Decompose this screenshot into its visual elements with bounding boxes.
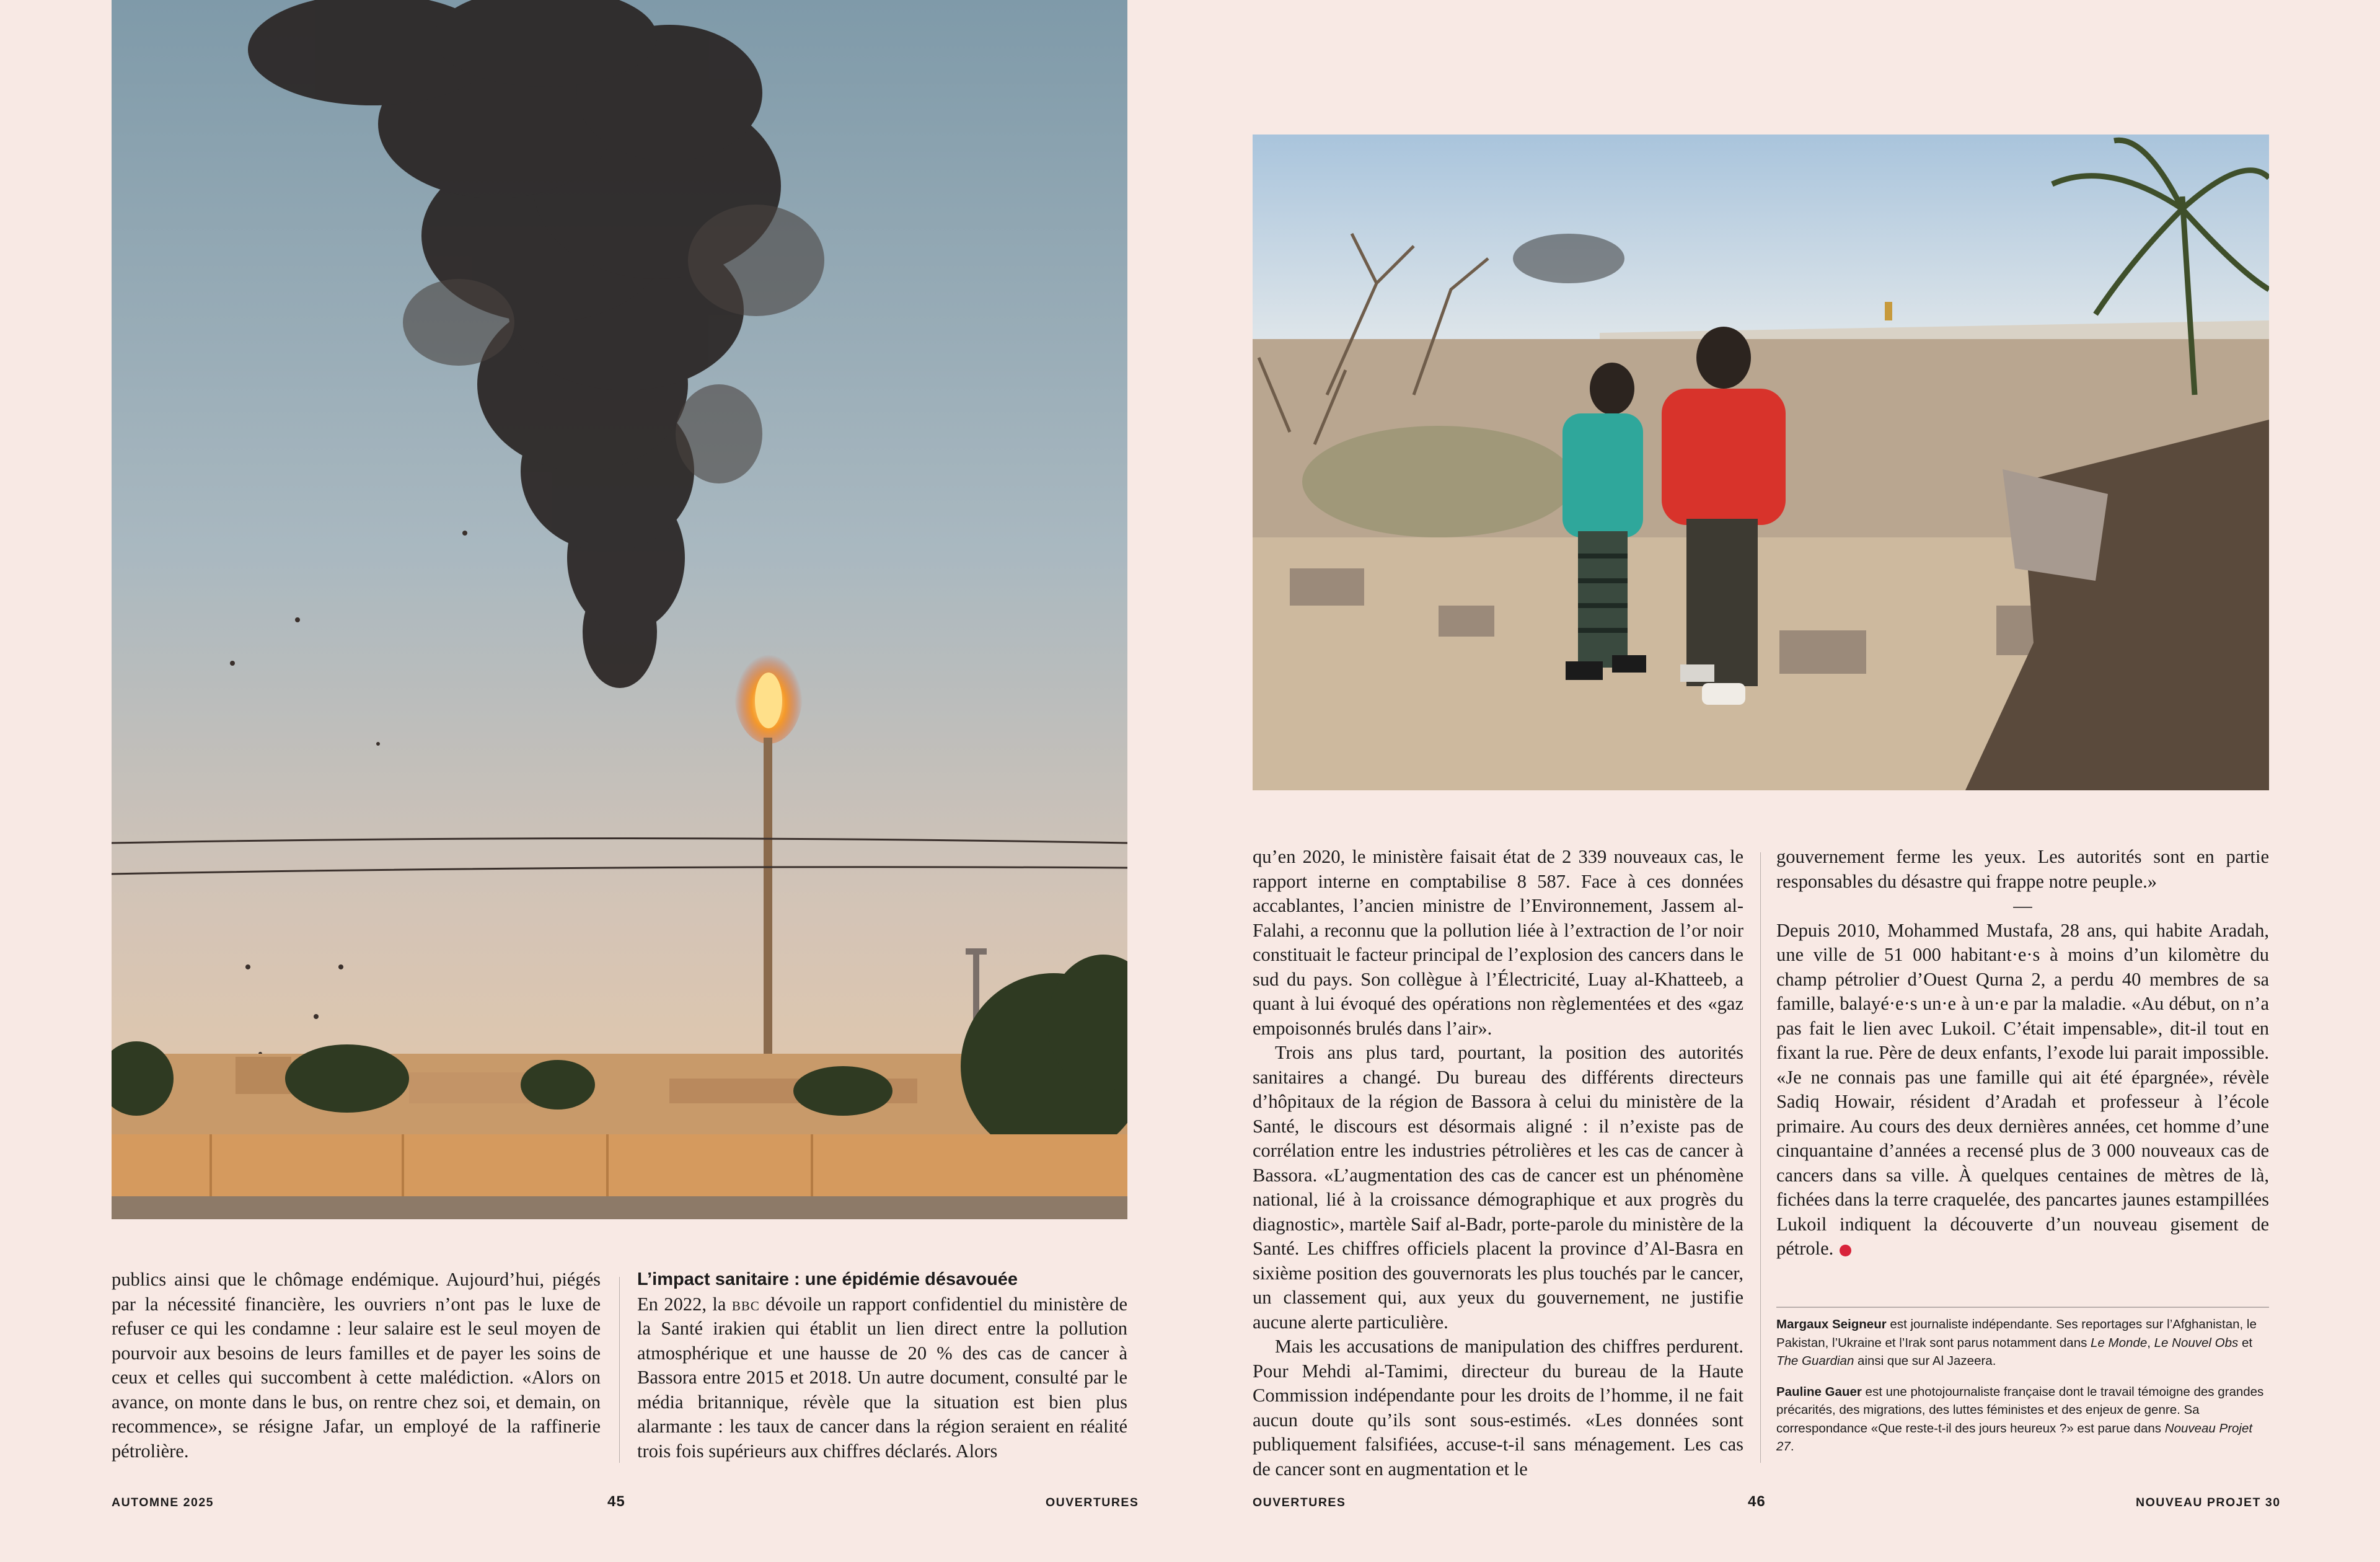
column-4-paragraph-2: Depuis 2010, Mohammed Mustafa, 28 ans, qui habite Aradah, une ville de 51 000 habitant·e·s à moins d’un kilomètre du champ pétrolier d’Ouest Qurna 2, a perdu 40 membres de sa famille, balayé·e·s un·e à un·e par la maladie. «Au début, on n’a pas fait le lien avec Lukoil. C’était impensable», dit-il tout en fixant la rue. Père de deux enfants, l’exode lui parait impossible. «Je ne connais pas une famille qui ait été épargnée», révèle Sadiq Howair, résident d’Aradah et professeur à l’école primaire. Au cours des deux dernières années, cet homme d’une cinquantaine d’années a recensé plus de 3 000 nouveaux cas de cancers dans sa ville. À quelques centaines de mètres de là, fichées dans la terre craquelée, des pancartes jaunes estampillées Lukoil indiquent la découverte d’un nouveau gisement de pétrole.: [1776, 919, 2269, 1259]
footer-left-issue: AUTOMNE 2025: [112, 1496, 214, 1509]
bio-author: Margaux Seigneur est journaliste indépendante. Ses reportages sur l’Afghanistan, le Pakistan, l’Ukraine et l’Irak sont parus notamment dans Le Monde, Le Nouvel Obs et The Guardian ainsi que sur Al Jazeera.: [1776, 1317, 2257, 1368]
column-divider: [1760, 852, 1761, 1463]
column-1-paragraph: publics ainsi que le chômage endémique. Aujourd’hui, piégés par la nécessité financière, les ouvriers n’ont pas le luxe de refuser ce qui les condamne : leur salaire est le seul moyen de pourvoir aux besoins de leurs familles et de payer les soins de ceux et celles qui succombent à cette malédiction. «Alors on avance, on monte dans le bus, on rentre chez soi, et demain, on recommence», se résigne Jafar, un employé de la raffinerie pétrolière.: [112, 1269, 601, 1462]
article-column-2: [637, 1268, 1127, 1463]
footer-right-magazine: NOUVEAU PROJET 30: [2136, 1496, 2281, 1509]
article-column-3: [1253, 845, 1743, 1481]
page-number-right: 46: [1748, 1493, 1766, 1510]
footer-left-section: OUVERTURES: [1046, 1496, 1139, 1509]
section-heading: L’impact sanitaire : une épidémie désavouée: [637, 1269, 1018, 1289]
column-3-paragraph-3: Mais les accusations de manipulation des chiffres perdurent. Pour Mehdi al-Tamimi, directeur du bureau de la Haute Commission indépendante pour les droits de l’homme, il ne fait aucun doute qu’ils sont sous-estimés. «Les données sont publiquement falsifiées, accuse-t-il sans ménagement. Les cas de cancer sont en augmentation et le: [1253, 1336, 1743, 1480]
column-2-paragraph: En 2022, la bbc dévoile un rapport confidentiel du ministère de la Santé irakien qui établit un lien direct entre la pollution atmosphérique et une hausse de 20 % des cas de cancer à Bassora entre 2015 et 2018. Un autre document, consulté par le média britannique, révèle que la situation est bien plus alarmante : les taux de cancer dans la région seraient en réalité trois fois supérieurs aux chiffres déclarés. Alors: [637, 1293, 1127, 1462]
children-rubble-photo: [1253, 135, 2269, 790]
section-separator: —: [2013, 895, 2032, 916]
column-divider: [619, 1277, 620, 1463]
column-3-paragraph-2: Trois ans plus tard, pourtant, la position des autorités sanitaires a changé. Du bureau des différents directeurs d’hôpitaux de la région de Bassora à celui du ministère de la Santé, le discours est désormais aligné : il n’existe pas de corrélation entre les industries pétrolières et les cas de cancer à Bassora. «L’augmentation des cas de cancer est un phénomène national, lié à la croissance démographique et aux progrès du diagnostic», martèle Saif al-Badr, porte-parole du ministère de la Santé. Les chiffres officiels placent la province d’Al-Basra en sixième position des gouvernorats les plus touchés par le cancer, un classement qui, aux yeux du gouvernement, ne justifie aucune alerte particulière.: [1253, 1042, 1743, 1333]
gas-flare-photo: [112, 0, 1127, 1219]
article-column-1: [112, 1268, 601, 1463]
column-4-paragraph-1: gouvernement ferme les yeux. Les autorités sont en partie responsables du désastre qui frappe notre peuple.»: [1776, 846, 2269, 892]
contributor-bios: [1776, 1315, 2269, 1468]
bio-divider: [1776, 1307, 2269, 1308]
footer-right-section: OUVERTURES: [1253, 1496, 1346, 1509]
bbc-acronym: bbc: [731, 1293, 760, 1315]
column-3-paragraph-1: qu’en 2020, le ministère faisait état de 2 339 nouveaux cas, le rapport interne en comptabilise 8 587. Face à ces données accablantes, l’ancien ministre de l’Environnement, Jassem al-Falahi, a reconnu que la pollution liée à l’extraction de l’or noir constituait le facteur principal de l’explosion des cancers dans le sud du pays. Son collègue à l’Électricité, Luay al-Khatteeb, a quant à lui évoqué des opérations non règlementées et des «gaz empoisonnés brulés dans l’air».: [1253, 846, 1743, 1039]
article-column-4: [1776, 845, 2269, 1261]
end-of-article-mark: [1840, 1245, 1851, 1256]
bio-photographer: Pauline Gauer est une photojournaliste française dont le travail témoigne des grandes précarités, des migrations, des luttes féministes et des enjeux de genre. Sa correspondance «Que reste-t-il des jours heureux ?» est parue dans Nouveau Projet 27.: [1776, 1384, 2264, 1454]
page-number-left: 45: [607, 1493, 625, 1510]
